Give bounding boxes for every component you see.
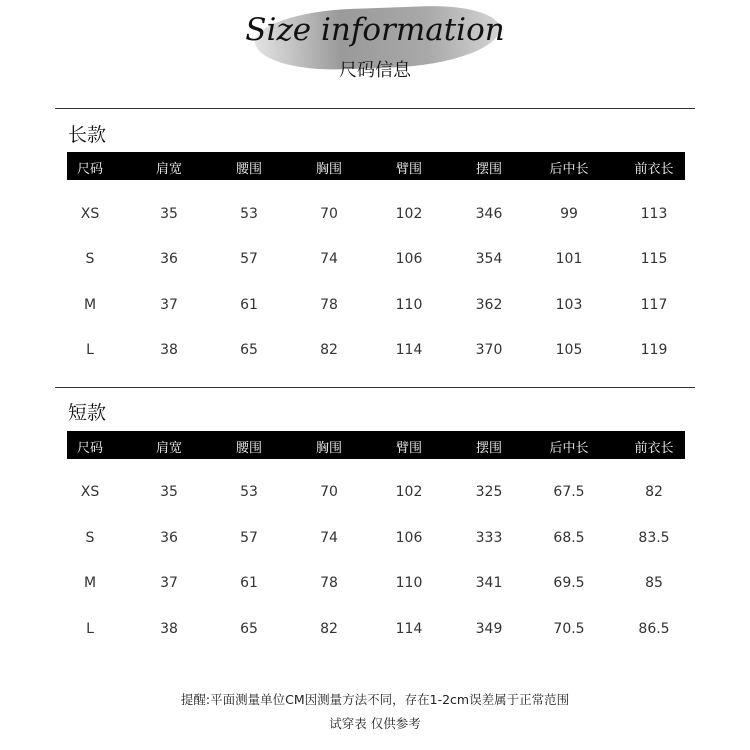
header-cell: 尺码 xyxy=(76,441,103,456)
divider xyxy=(55,387,695,388)
header-cell: 肩宽 xyxy=(155,441,182,456)
table-cell: 78 xyxy=(320,297,338,313)
header-cell: 胸围 xyxy=(315,441,342,456)
title-english: Size information xyxy=(245,12,505,48)
table-cell: L xyxy=(86,342,94,358)
table-cell: S xyxy=(85,251,95,267)
header-cell: 摆围 xyxy=(475,441,502,456)
table-cell: 61 xyxy=(240,575,258,591)
table-cell: 362 xyxy=(475,297,503,313)
table-cell: XS xyxy=(80,484,100,500)
table-cell: M xyxy=(83,297,97,313)
table-row xyxy=(0,484,750,504)
table-row xyxy=(0,251,750,271)
table-cell: 67.5 xyxy=(553,484,585,500)
table-cell: 65 xyxy=(240,342,258,358)
table-cell: L xyxy=(86,621,94,637)
table-cell: 35 xyxy=(160,206,178,222)
table-row xyxy=(0,530,750,550)
table-cell: 102 xyxy=(395,206,423,222)
header-cell: 后中长 xyxy=(549,162,589,177)
table-cell: 74 xyxy=(320,251,338,267)
table-cell: 105 xyxy=(555,342,583,358)
header-cell: 摆围 xyxy=(475,162,502,177)
table-cell: 85 xyxy=(645,575,663,591)
header-cell: 前衣长 xyxy=(634,162,674,177)
table-cell: 354 xyxy=(475,251,503,267)
table-cell: 114 xyxy=(395,621,423,637)
header-cell: 后中长 xyxy=(549,441,589,456)
table-cell: 82 xyxy=(320,342,338,358)
table-cell: 349 xyxy=(475,621,503,637)
table-cell: 57 xyxy=(240,530,258,546)
header-cell: 臂围 xyxy=(395,441,422,456)
table-row xyxy=(0,206,750,226)
table-cell: S xyxy=(85,530,95,546)
title-chinese: 尺码信息 xyxy=(339,60,411,81)
header-cell: 臂围 xyxy=(395,162,422,177)
header-cell: 尺码 xyxy=(76,162,103,177)
header-cell: 前衣长 xyxy=(634,441,674,456)
header-cell: 腰围 xyxy=(235,441,262,456)
table-cell: 53 xyxy=(240,206,258,222)
table-cell: M xyxy=(83,575,97,591)
table-cell: 113 xyxy=(640,206,668,222)
table-cell: 370 xyxy=(475,342,503,358)
table-row xyxy=(0,621,750,641)
table-cell: 83.5 xyxy=(638,530,670,546)
table-cell: 114 xyxy=(395,342,423,358)
note-line-1: 提醒:平面测量单位CM因测量方法不同，存在1-2cm误差属于正常范围 xyxy=(180,692,570,707)
table-cell: 117 xyxy=(640,297,668,313)
section-title: 短款 xyxy=(68,402,107,424)
table-cell: 65 xyxy=(240,621,258,637)
header-cell: 胸围 xyxy=(315,162,342,177)
table-cell: 82 xyxy=(320,621,338,637)
table-cell: 38 xyxy=(160,342,178,358)
table-cell: 346 xyxy=(475,206,503,222)
section-title: 长款 xyxy=(68,124,107,146)
header-row xyxy=(67,152,685,180)
table-cell: 38 xyxy=(160,621,178,637)
table-cell: 68.5 xyxy=(553,530,585,546)
table-cell: 106 xyxy=(395,530,423,546)
table-cell: 37 xyxy=(160,575,178,591)
table-row xyxy=(0,575,750,595)
table-cell: 86.5 xyxy=(638,621,670,637)
table-cell: 70 xyxy=(320,484,338,500)
table-cell: 69.5 xyxy=(553,575,585,591)
table-cell: 78 xyxy=(320,575,338,591)
header-row xyxy=(67,431,685,459)
table-cell: 102 xyxy=(395,484,423,500)
table-cell: 35 xyxy=(160,484,178,500)
table-cell: 53 xyxy=(240,484,258,500)
table-cell: 37 xyxy=(160,297,178,313)
divider xyxy=(55,108,695,109)
table-cell: XS xyxy=(80,206,100,222)
table-cell: 36 xyxy=(160,530,178,546)
table-cell: 82 xyxy=(645,484,663,500)
table-row xyxy=(0,342,750,362)
table-cell: 333 xyxy=(475,530,503,546)
table-cell: 36 xyxy=(160,251,178,267)
table-cell: 103 xyxy=(555,297,583,313)
table-cell: 325 xyxy=(475,484,503,500)
table-cell: 110 xyxy=(395,575,423,591)
table-cell: 70.5 xyxy=(553,621,585,637)
note-line-2: 试穿表 仅供参考 xyxy=(329,716,421,731)
table-cell: 341 xyxy=(475,575,503,591)
header-cell: 腰围 xyxy=(235,162,262,177)
header-cell: 肩宽 xyxy=(155,162,182,177)
table-cell: 119 xyxy=(640,342,668,358)
table-cell: 99 xyxy=(560,206,578,222)
table-cell: 106 xyxy=(395,251,423,267)
table-cell: 110 xyxy=(395,297,423,313)
table-cell: 115 xyxy=(640,251,668,267)
table-row xyxy=(0,297,750,317)
table-cell: 74 xyxy=(320,530,338,546)
table-cell: 61 xyxy=(240,297,258,313)
table-cell: 70 xyxy=(320,206,338,222)
table-cell: 57 xyxy=(240,251,258,267)
table-cell: 101 xyxy=(555,251,583,267)
